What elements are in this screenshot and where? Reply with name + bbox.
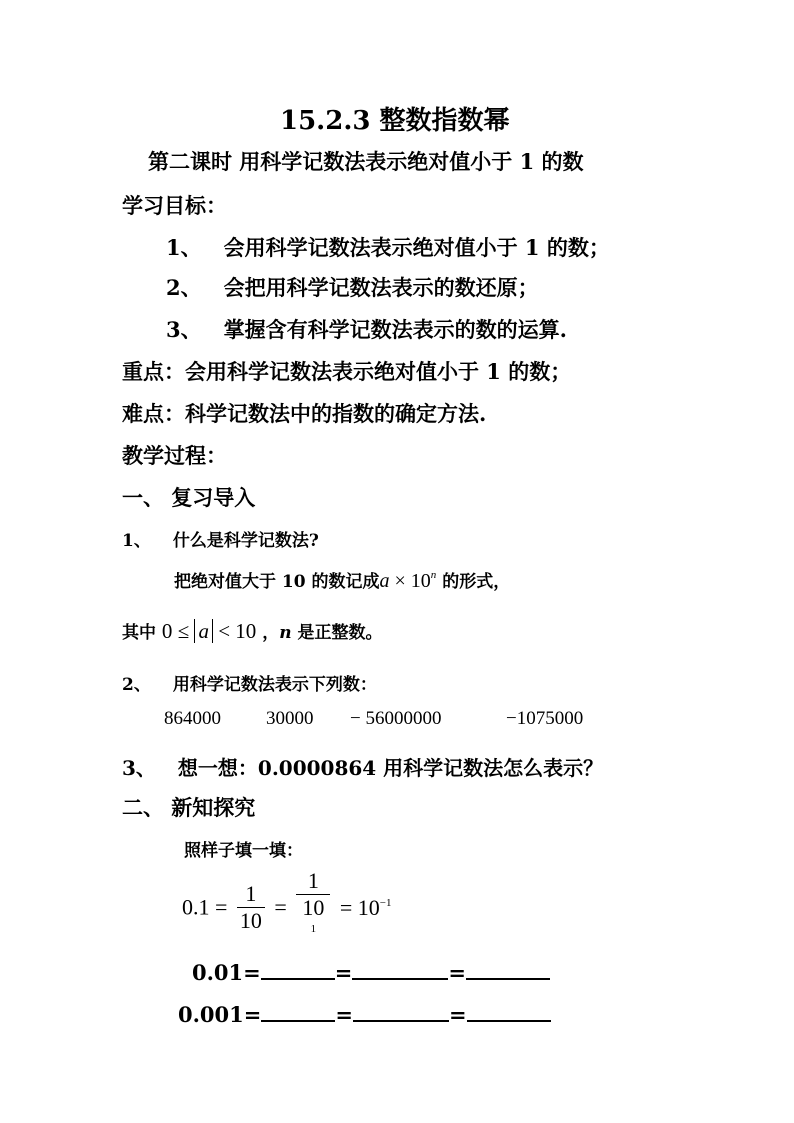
objective-item xyxy=(166,232,610,262)
process-heading: 教学过程： xyxy=(122,443,227,468)
objectives-heading: 学习目标： xyxy=(122,193,227,218)
answer-blank[interactable] xyxy=(352,960,448,980)
definition-text: 把绝对值大于 10 的数记成 xyxy=(174,572,380,592)
number-item: − 56000000 xyxy=(350,708,442,729)
negative-power-result: = $10^{-1}$ xyxy=(339,894,392,920)
variable-n: n xyxy=(279,623,292,643)
fill-row: 0.01= = = xyxy=(192,960,550,985)
page-title: 15.2.3 整数指数幂 xyxy=(280,106,510,136)
question-number: 1、 xyxy=(122,531,151,551)
question-number: 2、 xyxy=(122,675,151,695)
fraction-one-over-ten-power: 1 10 $^1$ xyxy=(296,868,330,947)
answer-blank[interactable] xyxy=(261,1002,335,1022)
number-item: 30000 xyxy=(266,708,314,729)
answer-blank[interactable] xyxy=(467,1002,551,1022)
definition-line xyxy=(174,567,510,593)
section-heading-review: 一、 复习导入 xyxy=(122,485,256,510)
fill-instruction: 照样子填一填： xyxy=(184,841,303,861)
number-item: −1075000 xyxy=(506,708,584,729)
objective-number: 1、 xyxy=(166,235,202,260)
scientific-notation-formula: $a \times 10^n$ xyxy=(379,569,437,592)
key-point: 重点：会用科学记数法表示绝对值小于 1 的数； xyxy=(122,359,572,384)
condition-prefix: 其中 xyxy=(122,623,156,643)
question-text: 用科学记数法表示下列数： xyxy=(172,675,377,695)
fill-row: 0.001= = = xyxy=(178,1002,551,1027)
objective-item xyxy=(166,272,539,302)
fill-row-label: 0.01= xyxy=(192,960,261,985)
objective-text: 会用科学记数法表示绝对值小于 1 的数； xyxy=(223,235,610,260)
answer-blank[interactable] xyxy=(466,960,550,980)
range-formula: 0 ≤ a < 10 xyxy=(161,619,257,643)
numbers-row xyxy=(164,708,583,730)
fraction-one-tenth: $\frac{1}{10}$ xyxy=(237,881,265,934)
definition-suffix: 的形式， xyxy=(436,572,511,592)
section-heading-explore: 二、 新知探究 xyxy=(122,795,256,820)
question-2 xyxy=(122,670,377,695)
question-number: 3、 xyxy=(122,756,156,780)
condition-line: 其中 0 ≤ a < 10 ，n 是正整数。 xyxy=(122,619,383,643)
lesson-subtitle: 第二课时 用科学记数法表示绝对值小于 1 的数 xyxy=(148,149,584,174)
objective-number: 2、 xyxy=(166,275,202,300)
answer-blank[interactable] xyxy=(261,960,335,980)
objective-text: 会把用科学记数法表示的数还原； xyxy=(223,275,539,300)
question-text: 什么是科学记数法? xyxy=(172,531,319,551)
question-text: 想一想：0.0000864 用科学记数法怎么表示？ xyxy=(177,756,604,780)
question-1 xyxy=(122,526,319,551)
fill-row-label: 0.001= xyxy=(178,1002,262,1027)
answer-blank[interactable] xyxy=(353,1002,449,1022)
difficulty-point: 难点：科学记数法中的指数的确定方法. xyxy=(122,401,487,426)
objective-item xyxy=(166,314,567,344)
objective-number: 3、 xyxy=(166,317,202,342)
question-3 xyxy=(122,752,603,781)
number-item: 864000 xyxy=(164,708,221,729)
example-equation: 0.1 = $\frac{1}{10}$ = 1 10 $^1$ = $10^{-1}$ xyxy=(182,868,391,947)
objective-text: 掌握含有科学记数法表示的数的运算. xyxy=(223,317,567,342)
